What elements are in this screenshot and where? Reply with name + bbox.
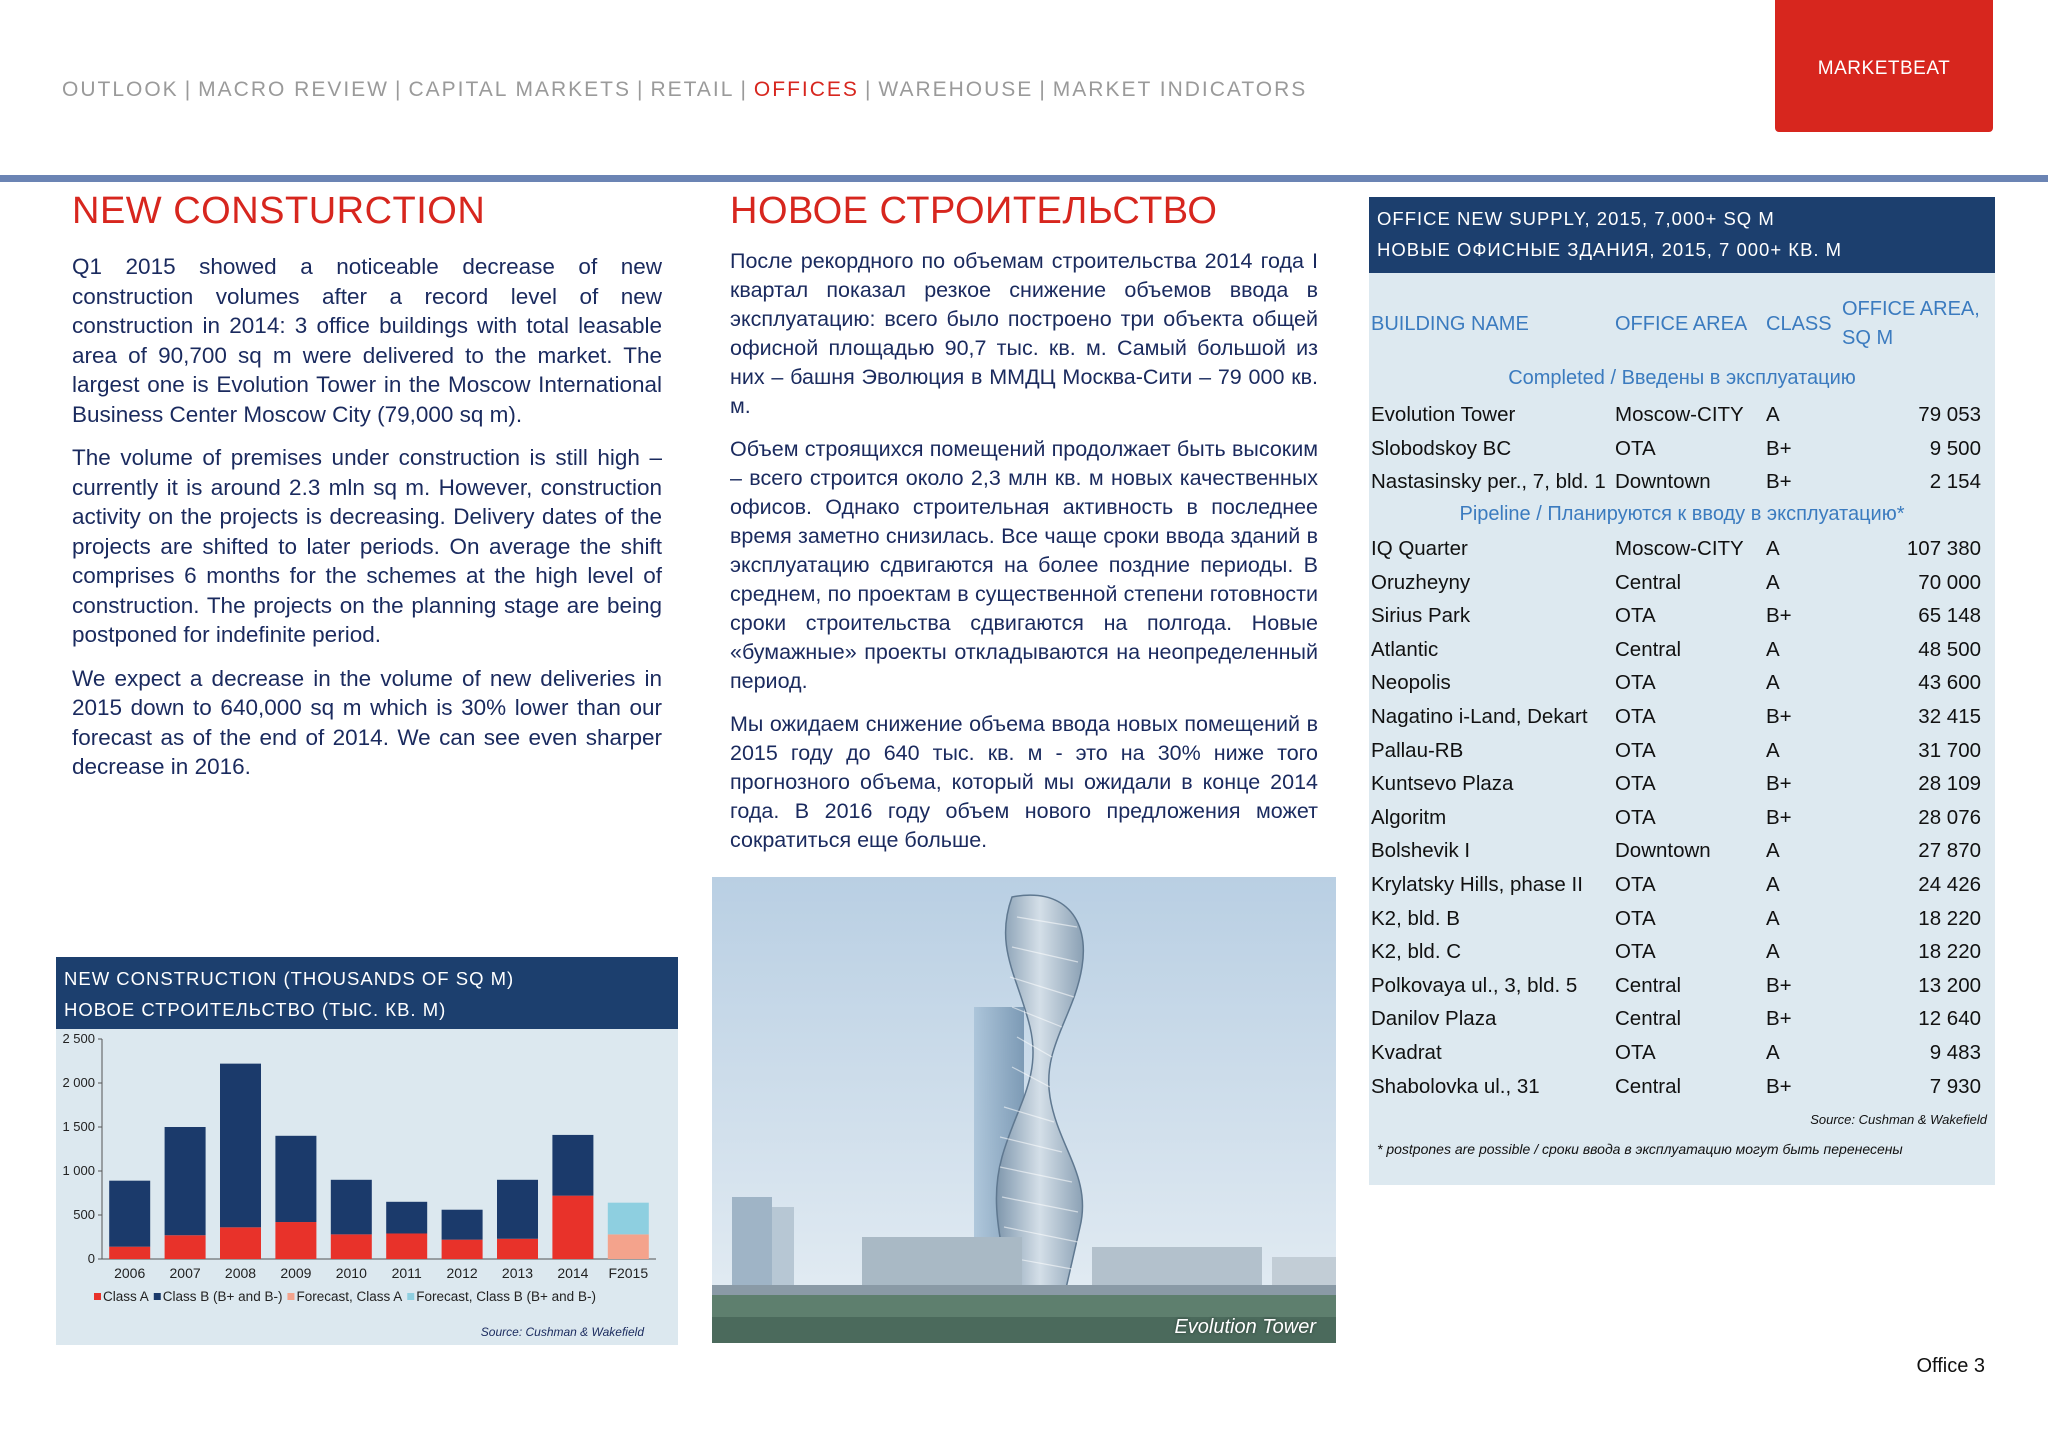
bar-forecast-class-a-F2015: [608, 1234, 649, 1259]
cell-sqm: 79 053: [1918, 403, 1981, 426]
x-tick-label: 2006: [114, 1265, 146, 1281]
table-row: [1369, 638, 1995, 671]
cell-building-name: Nagatino i-Land, Dekart: [1371, 705, 1588, 728]
table-row: [1369, 940, 1995, 973]
cell-building-name: Sirius Park: [1371, 604, 1471, 628]
table-row: [1369, 671, 1995, 704]
cell-sqm: 18 220: [1918, 940, 1981, 964]
table-row: [1369, 1041, 1995, 1074]
bar-class-b-b-and-b--2010: [331, 1180, 372, 1235]
bar-class-a-2012: [442, 1240, 483, 1259]
cell-building-name: Algoritm: [1371, 805, 1447, 829]
cell-class: B+: [1766, 604, 1792, 628]
cell-sqm: 28 076: [1918, 805, 1981, 829]
russian-text-column: [730, 247, 1318, 869]
column-header-sqm-line2: SQ M: [1842, 327, 1894, 349]
bar-class-b-b-and-b--2008: [220, 1064, 261, 1228]
cell-sqm: 70 000: [1918, 570, 1981, 594]
table-row: [1369, 907, 1995, 940]
table-title-ru: НОВЫЕ ОФИСНЫЕ ЗДАНИЯ, 2015, 7 000+ КВ. М: [1377, 239, 1843, 260]
table-row: [1369, 806, 1995, 839]
x-tick-label: 2008: [224, 1265, 257, 1281]
russian-paragraph-2: Объем строящихся помещений продолжает быть высоким – всего строится около 2,3 млн кв. м новых качественных офисов. Однако строительная активность в последнее время заметно снизилась. Все чаще сроки ввода зданий в эксплуатацию сдвигаются на более поздние периоды. В среднем, по проектам в существенной степени готовности сроки строительства сдвигаются на полгода. Новые «бумажные» проекты откладываются на неопределенный период.: [730, 437, 1318, 693]
table-row: [1369, 470, 1995, 503]
table-row: [1369, 1075, 1995, 1108]
cell-sqm: 7 930: [1929, 1074, 1981, 1098]
chart-header: [56, 957, 678, 1029]
cell-class: A: [1766, 940, 1780, 964]
cell-class: A: [1766, 873, 1780, 896]
bar-class-b-b-and-b--2011: [386, 1202, 427, 1234]
bar-forecast-class-b-b-and-b--F2015: [608, 1203, 649, 1235]
cell-class: B+: [1766, 705, 1792, 728]
nav-item-outlook[interactable]: OUTLOOK: [62, 78, 179, 101]
new-construction-chart-panel: [56, 957, 678, 1345]
cell-class: A: [1766, 1041, 1780, 1064]
cell-office-area: OTA: [1615, 604, 1656, 628]
cell-class: B+: [1766, 805, 1792, 829]
cell-class: B+: [1766, 470, 1792, 494]
cell-sqm: 48 500: [1918, 637, 1981, 661]
legend-label: Forecast, Class A: [296, 1289, 403, 1304]
cell-class: A: [1766, 637, 1780, 661]
evolution-tower-photo: [712, 877, 1336, 1343]
legend-swatch: [407, 1293, 414, 1300]
bar-class-a-2013: [497, 1239, 538, 1259]
x-tick-label: 2014: [557, 1265, 589, 1281]
table-row: [1369, 974, 1995, 1007]
cell-sqm: 18 220: [1918, 906, 1981, 930]
cell-sqm: 65 148: [1918, 604, 1981, 628]
table-row: [1369, 739, 1995, 772]
x-tick-label: 2013: [501, 1265, 534, 1281]
cell-office-area: Central: [1615, 1007, 1682, 1031]
legend-label: Class A: [103, 1289, 149, 1304]
cell-office-area: Central: [1615, 570, 1682, 594]
cell-building-name: Shabolovka ul., 31: [1371, 1074, 1540, 1098]
cell-sqm: 31 700: [1918, 738, 1981, 762]
cell-building-name: Kuntsevo Plaza: [1371, 772, 1514, 796]
cell-sqm: 24 426: [1918, 873, 1981, 896]
table-row: [1369, 604, 1995, 637]
bar-class-b-b-and-b--2012: [442, 1210, 483, 1240]
cell-class: A: [1766, 671, 1780, 695]
bar-class-a-2008: [220, 1227, 261, 1259]
x-tick-label: 2007: [169, 1265, 201, 1281]
nav-item-offices[interactable]: OFFICES: [753, 78, 859, 101]
cell-sqm: 2 154: [1929, 470, 1981, 494]
y-tick-label: 2 000: [62, 1075, 95, 1090]
cell-office-area: OTA: [1615, 805, 1656, 829]
nav-item-capital-markets[interactable]: CAPITAL MARKETS: [408, 78, 632, 101]
chart-title-ru: НОВОЕ СТРОИТЕЛЬСТВО (ТЫС. КВ. М): [64, 999, 447, 1020]
table-header-bar: [1369, 197, 1995, 273]
nav-item-macro-review[interactable]: MACRO REVIEW: [198, 78, 389, 101]
bar-class-b-b-and-b--2007: [165, 1127, 206, 1235]
table-row: [1369, 873, 1995, 906]
cell-office-area: OTA: [1615, 873, 1656, 896]
y-tick-label: 1 500: [62, 1119, 95, 1134]
cell-sqm: 13 200: [1918, 973, 1981, 997]
cell-building-name: Bolshevik I: [1371, 839, 1471, 863]
heading-english: NEW CONSTURCTION: [72, 190, 486, 232]
cell-class: B+: [1766, 973, 1792, 997]
cell-building-name: Krylatsky Hills, phase II: [1371, 873, 1583, 896]
office-supply-table-panel: [1369, 197, 1995, 1185]
bar-class-b-b-and-b--2009: [275, 1136, 316, 1222]
cell-office-area: OTA: [1615, 940, 1656, 964]
legend-label: Forecast, Class B (B+ and B-): [416, 1289, 596, 1304]
russian-paragraph-3: Мы ожидаем снижение объема ввода новых помещений в 2015 году до 640 тыс. кв. м - это на 30% ниже того прогнозного объема, который мы ожидали в конце 2014 года. В 2016 году объем нового предложения может сократиться еще больше.: [730, 712, 1318, 852]
table-title-en: OFFICE NEW SUPPLY, 2015, 7,000+ SQ M: [1377, 208, 1775, 229]
english-paragraph-2: The volume of premises under construction is still high – currently it is around 2.3 mln sq m. However, construction activity on the projects is decreasing. Delivery dates of the projects are shifted to later periods. On average the shift comprises 6 months for the schemes at the high level of construction. The projects on the planning stage are being postponed for indefinite period.: [72, 445, 662, 647]
cell-building-name: Nastasinsky per., 7, bld. 1: [1371, 470, 1606, 494]
cell-class: A: [1766, 403, 1780, 426]
table-row: [1369, 705, 1995, 738]
completed-section-label: Completed / Введены в эксплуатацию: [1508, 367, 1856, 389]
marketbeat-badge: MARKETBEAT: [1775, 0, 1993, 132]
bar-class-a-2006: [109, 1247, 150, 1259]
cell-class: B+: [1766, 1074, 1792, 1098]
bar-class-b-b-and-b--2006: [109, 1181, 150, 1247]
cell-building-name: IQ Quarter: [1371, 537, 1468, 560]
bar-class-a-2014: [552, 1196, 593, 1259]
bar-class-a-2011: [386, 1233, 427, 1259]
cell-sqm: 9 483: [1929, 1041, 1981, 1064]
bar-class-b-b-and-b--2013: [497, 1180, 538, 1239]
cell-building-name: Kvadrat: [1371, 1041, 1442, 1064]
cell-sqm: 12 640: [1918, 1007, 1981, 1031]
english-paragraph-3: We expect a decrease in the volume of new deliveries in 2015 down to 640,000 sq m which is 30% lower than our forecast as of the end of 2014. We can see even sharper decrease in 2016.: [72, 665, 662, 779]
cell-office-area: OTA: [1615, 772, 1656, 796]
legend-swatch: [154, 1293, 161, 1300]
cell-sqm: 107 380: [1906, 537, 1981, 560]
y-tick-label: 2 500: [62, 1031, 95, 1046]
cell-sqm: 28 109: [1918, 772, 1981, 796]
evolution-tower-illustration: [712, 877, 1336, 1343]
bar-class-a-2007: [165, 1235, 206, 1259]
bar-class-a-2009: [275, 1222, 316, 1259]
cell-office-area: Moscow-CITY: [1615, 537, 1744, 560]
table-row: [1369, 1007, 1995, 1040]
cell-building-name: Neopolis: [1371, 671, 1451, 695]
column-header-class: CLASS: [1766, 313, 1832, 335]
column-header-area: OFFICE AREA: [1615, 313, 1748, 335]
table-row: [1369, 772, 1995, 805]
legend-swatch: [94, 1293, 101, 1300]
heading-russian: НОВОЕ СТРОИТЕЛЬСТВО: [730, 190, 1218, 232]
cell-class: A: [1766, 839, 1780, 863]
legend-swatch: [287, 1293, 294, 1300]
cell-office-area: Central: [1615, 637, 1682, 661]
x-tick-label: 2010: [335, 1265, 367, 1281]
table-row: [1369, 537, 1995, 570]
header-divider: [0, 175, 2048, 182]
cell-sqm: 32 415: [1918, 705, 1981, 728]
cell-office-area: Central: [1615, 1074, 1682, 1098]
table-row: [1369, 571, 1995, 604]
y-tick-label: 1 000: [62, 1163, 95, 1178]
page-number: Office 3: [1916, 1355, 1985, 1377]
table-row: [1369, 839, 1995, 872]
cell-class: B+: [1766, 436, 1792, 460]
y-tick-label: 500: [73, 1207, 95, 1222]
column-header-sqm-line1: OFFICE AREA,: [1842, 298, 1980, 320]
cell-sqm: 27 870: [1918, 839, 1981, 863]
chart-title-en: NEW CONSTRUCTION (THOUSANDS OF SQ M): [64, 968, 515, 989]
nav-item-market-indicators[interactable]: MARKET INDICATORS: [1052, 78, 1308, 101]
cell-building-name: Atlantic: [1371, 637, 1439, 661]
y-tick-label: 0: [87, 1251, 95, 1266]
cell-office-area: Moscow-CITY: [1615, 403, 1744, 426]
cell-building-name: K2, bld. B: [1371, 906, 1460, 930]
russian-paragraph-1: После рекордного по объемам строительства 2014 года I квартал показал резкое снижение объемов ввода в эксплуатацию: всего было построено три объекта общей офисной площадью 90,7 тыс. кв. м. Самый большой из них – башня Эволюция в ММДЦ Москва-Сити – 79 000 кв. м.: [730, 249, 1318, 418]
section-nav: OUTLOOK | MACRO REVIEW | CAPITAL MARKETS | RETAIL | OFFICES | WAREHOUSE | MARKET INDICATORS: [62, 78, 1308, 101]
english-text-column: [72, 252, 662, 796]
table-row: [1369, 437, 1995, 470]
pipeline-section-label: Pipeline / Планируются к вводу в эксплуатацию*: [1459, 503, 1905, 525]
cell-building-name: Polkovaya ul., 3, bld. 5: [1371, 973, 1578, 997]
cell-office-area: OTA: [1615, 436, 1656, 460]
legend-label: Class B (B+ and B-): [162, 1289, 283, 1304]
photo-caption: Evolution Tower: [1174, 1316, 1316, 1338]
bar-class-a-2010: [331, 1234, 372, 1259]
x-tick-label: 2012: [446, 1265, 478, 1281]
nav-item-retail[interactable]: RETAIL: [650, 78, 735, 101]
cell-office-area: Central: [1615, 973, 1682, 997]
cell-sqm: 9 500: [1929, 436, 1981, 460]
cell-building-name: Pallau-RB: [1371, 738, 1464, 762]
bar-class-b-b-and-b--2014: [552, 1135, 593, 1196]
table-source: Source: Cushman & Wakefield: [1810, 1112, 1987, 1127]
cell-class: A: [1766, 537, 1780, 560]
cell-office-area: OTA: [1615, 671, 1656, 695]
cell-building-name: Oruzheyny: [1371, 570, 1471, 594]
chart-source: Source: Cushman & Wakefield: [480, 1325, 644, 1339]
column-header-sqm: [1842, 295, 1980, 353]
cell-office-area: OTA: [1615, 738, 1656, 762]
cell-building-name: Evolution Tower: [1371, 403, 1516, 426]
x-tick-label: 2011: [391, 1265, 422, 1281]
column-header-building: BUILDING NAME: [1371, 313, 1529, 335]
cell-building-name: Slobodskoy BC: [1371, 436, 1512, 460]
x-tick-label: F2015: [608, 1265, 649, 1281]
english-paragraph-1: Q1 2015 showed a noticeable decrease of new construction volumes after a record level of new construction in 2014: 3 office buildings with total leasable area of 90,700 sq m were delivered to the market. The largest one is Evolution Tower in the Moscow International Business Center Moscow City (79,000 sq m).: [72, 254, 662, 427]
nav-item-warehouse[interactable]: WAREHOUSE: [878, 78, 1034, 101]
cell-class: B+: [1766, 1007, 1792, 1031]
cell-sqm: 43 600: [1918, 671, 1981, 695]
table-footnote: * postpones are possible / сроки ввода в эксплуатацию могут быть перенесены: [1377, 1141, 1903, 1157]
cell-office-area: Downtown: [1615, 470, 1711, 494]
cell-class: A: [1766, 570, 1780, 594]
new-construction-chart: [56, 1029, 678, 1345]
cell-office-area: OTA: [1615, 1041, 1656, 1064]
cell-building-name: Danilov Plaza: [1371, 1007, 1497, 1031]
cell-building-name: K2, bld. C: [1371, 940, 1462, 964]
cell-office-area: OTA: [1615, 906, 1656, 930]
x-tick-label: 2009: [280, 1265, 312, 1281]
cell-class: A: [1766, 738, 1780, 762]
cell-office-area: Downtown: [1615, 839, 1711, 863]
cell-class: A: [1766, 906, 1780, 930]
cell-class: B+: [1766, 772, 1792, 796]
cell-office-area: OTA: [1615, 705, 1656, 728]
table-row: [1369, 403, 1995, 436]
